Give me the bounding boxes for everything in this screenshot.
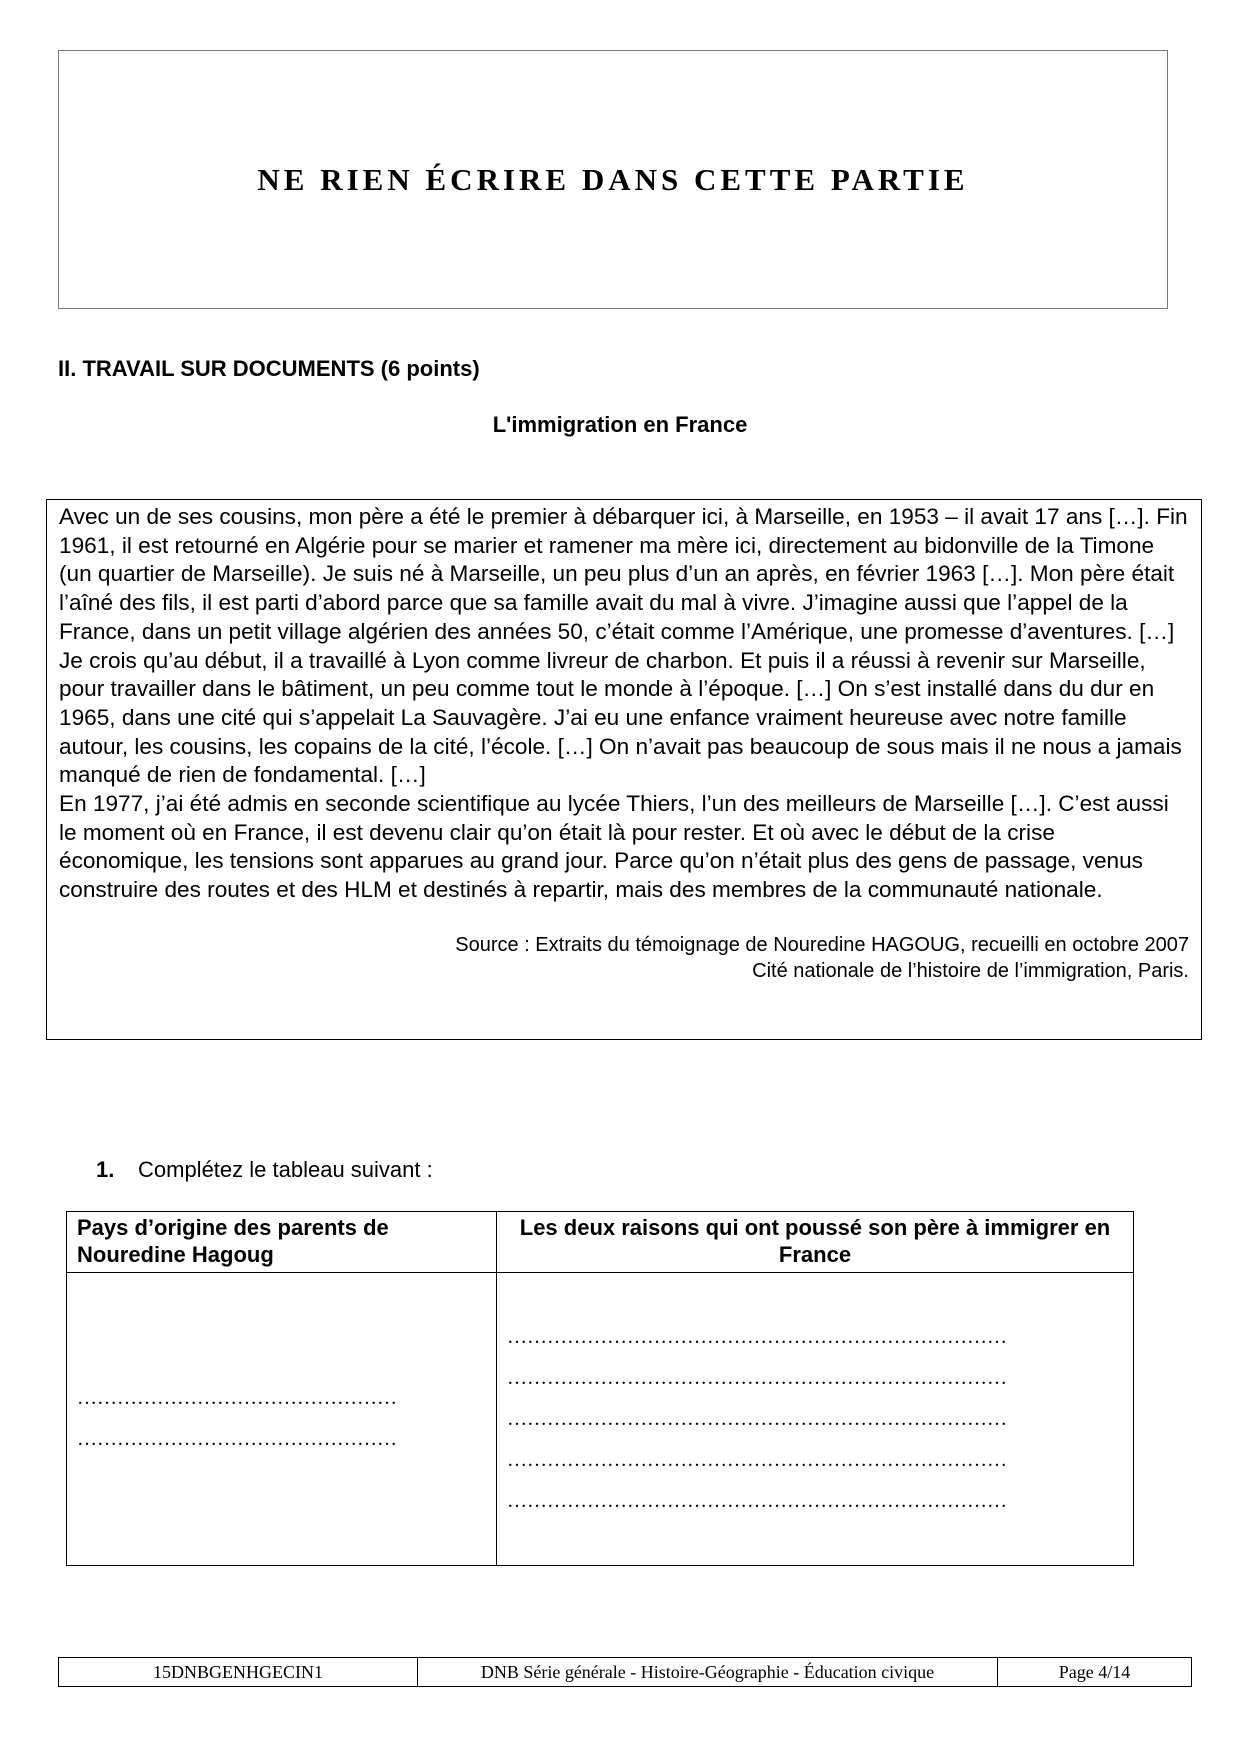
document-excerpt: [46, 499, 1202, 1040]
answer-line[interactable]: …………………………………………: [77, 1428, 397, 1450]
answer-table-header-row: [67, 1212, 1134, 1273]
answer-line[interactable]: …………………………………………………………………: [507, 1366, 1007, 1389]
answer-line[interactable]: …………………………………………………………………: [507, 1325, 1007, 1348]
footer-exam-title: DNB Série générale - Histoire-Géographie - Éducation civique: [418, 1658, 998, 1687]
answer-line[interactable]: …………………………………………………………………: [507, 1448, 1007, 1471]
header-origin-country: Pays d’origine des parents de Nouredine Hagoug: [67, 1212, 497, 1273]
question-text: Complétez le tableau suivant :: [138, 1157, 433, 1182]
document-source: [59, 932, 1189, 984]
source-line-2: Cité nationale de l’histoire de l’immigration, Paris.: [752, 959, 1189, 982]
footer-exam-code: 15DNBGENHGECIN1: [59, 1658, 418, 1687]
answer-line[interactable]: …………………………………………: [77, 1387, 397, 1409]
document-title: L'immigration en France: [492, 412, 748, 437]
answer-cell-reasons[interactable]: [497, 1273, 1134, 1566]
no-write-notice: NE RIEN ÉCRIRE DANS CETTE PARTIE: [257, 161, 969, 197]
question-1: [96, 1157, 433, 1183]
excerpt-paragraph-2: En 1977, j’ai été admis en seconde scientifique au lycée Thiers, l’un des meilleurs de Marseille […]. C’est aussi le moment où en France, il est devenu clair qu’on était là pour rester. Et où avec le début de la crise économique, les tensions sont apparues au grand jour. Parce qu’on n’était plus des gens de passage, venus construire des routes et des HLM et destinés à repartir, mais des membres de la communauté nationale.: [59, 791, 1169, 903]
footer-page-number: Page 4/14: [998, 1658, 1192, 1687]
section-heading: II. TRAVAIL SUR DOCUMENTS (6 points): [58, 356, 480, 381]
answer-table-row: [67, 1273, 1134, 1566]
page-footer: [58, 1657, 1192, 1687]
answer-table: [66, 1211, 1134, 1566]
question-number: 1.: [96, 1157, 115, 1182]
answer-line[interactable]: …………………………………………………………………: [507, 1407, 1007, 1430]
answer-cell-origin-country[interactable]: [67, 1273, 497, 1566]
header-two-reasons: Les deux raisons qui ont poussé son père à immigrer en France: [497, 1212, 1134, 1273]
answer-line[interactable]: …………………………………………………………………: [507, 1489, 1007, 1512]
no-write-zone: [58, 50, 1168, 309]
source-line-1: Source : Extraits du témoignage de Nouredine HAGOUG, recueilli en octobre 2007: [455, 933, 1189, 956]
excerpt-paragraph-1: Avec un de ses cousins, mon père a été le premier à débarquer ici, à Marseille, en 1953 – il avait 17 ans […]. Fin 1961, il est retourné en Algérie pour se marier et ramener ma mère ici, directement au bidonville de la Timone (un quartier de Marseille). Je suis né à Marseille, un peu plus d’un an après, en février 1963 […]. Mon père était l’aîné des fils, il est parti d’abord parce que sa famille avait du mal à vivre. J’imagine aussi que l’appel de la France, dans un petit village algérien des années 50, c’était comme l’Amérique, une promesse d’aventures. […] Je crois qu’au début, il a travaillé à Lyon comme livreur de charbon. Et puis il a réussi à revenir sur Marseille, pour travailler dans le bâtiment, un peu comme tout le monde à l’époque. […] On s’est installé dans du dur en 1965, dans une cité qui s’appelait La Sauvagère. J’ai eu une enfance vraiment heureuse avec notre famille autour, les cousins, les copains de la cité, l’école. […] On n’avait pas beaucoup de sous mais il ne nous a jamais manqué de rien de fondamental. […]: [59, 504, 1188, 788]
